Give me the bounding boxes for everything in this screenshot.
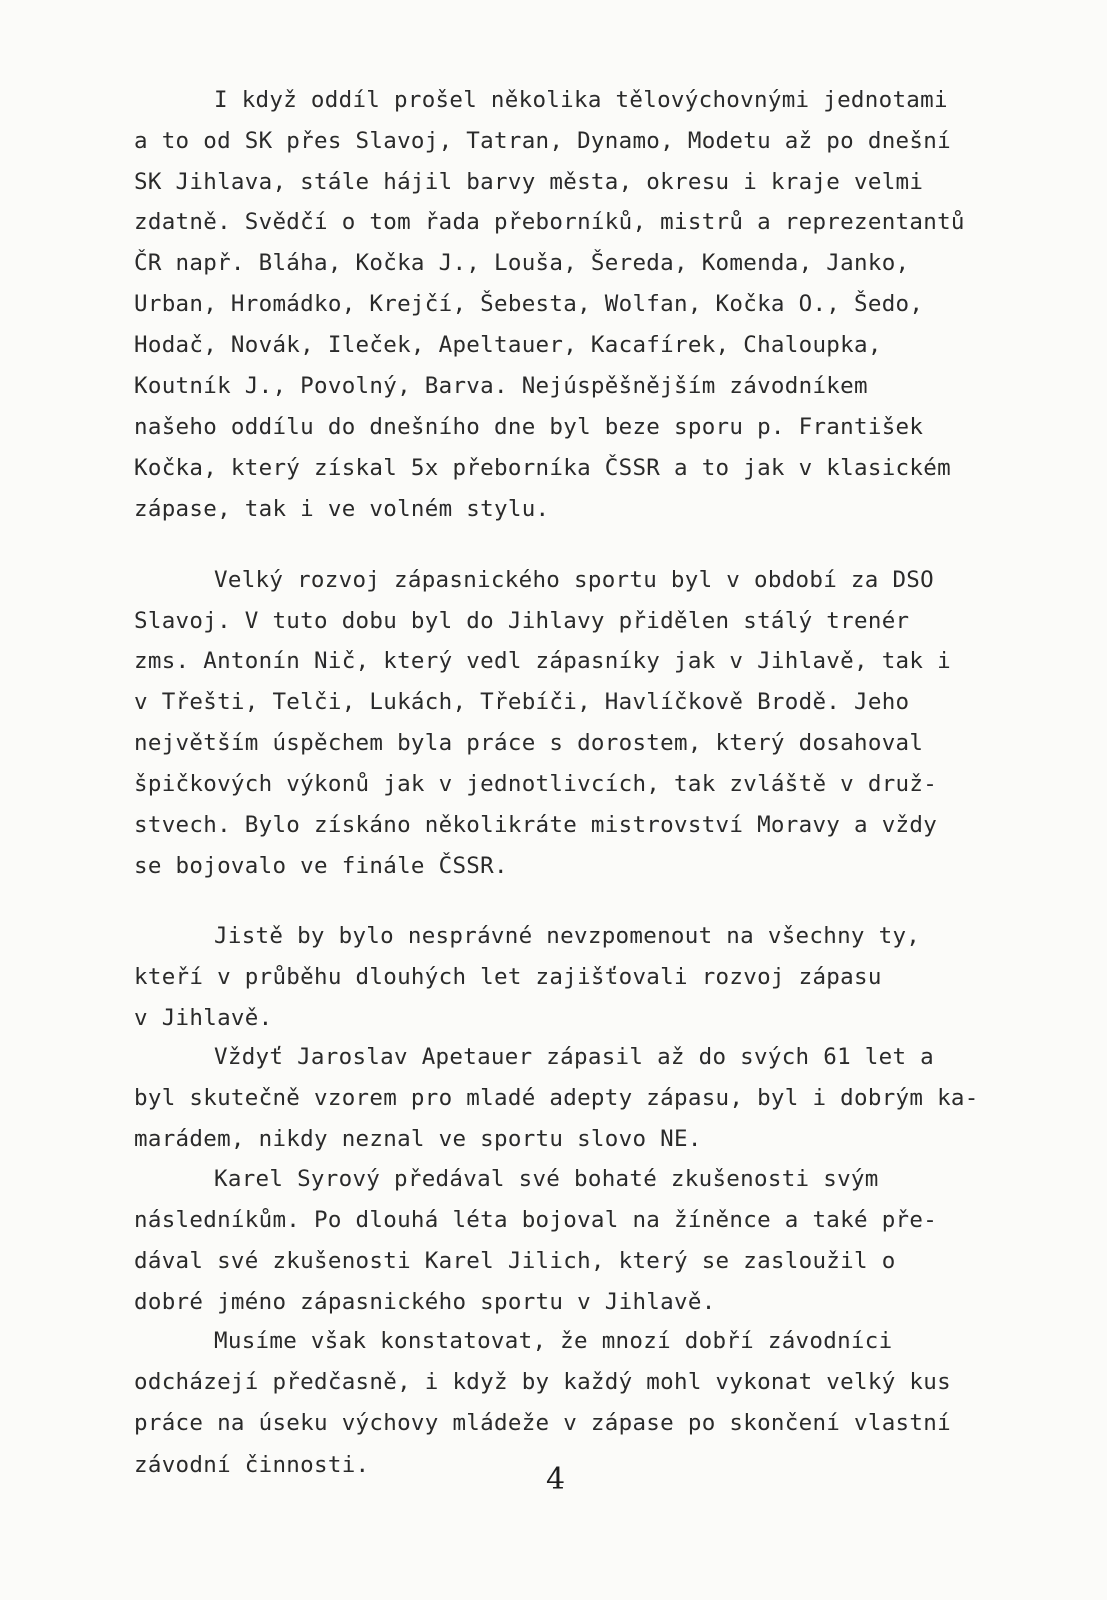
text-line: a to od SK přes Slavoj, Tatran, Dynamo, Modetu až po dnešní: [134, 128, 951, 154]
text-line: stvech. Bylo získáno několikráte mistrovství Moravy a vždy: [134, 812, 938, 838]
text-line: Kočka, který získal 5x přeborníka ČSSR a to jak v klasickém: [134, 455, 951, 481]
text-line: ČR např. Bláha, Kočka J., Louša, Šereda, Komenda, Janko,: [134, 250, 910, 276]
text-line: zms. Antonín Nič, který vedl zápasníky jak v Jihlavě, tak i: [134, 648, 951, 674]
text-line: Urban, Hromádko, Krejčí, Šebesta, Wolfan, Kočka O., Šedo,: [134, 291, 924, 317]
text-line: dával své zkušenosti Karel Jilich, který se zasloužil o: [134, 1248, 896, 1274]
text-line: zápase, tak i ve volném stylu.: [134, 496, 550, 522]
text-line: Hodač, Novák, Ileček, Apeltauer, Kacafírek, Chaloupka,: [134, 332, 882, 358]
text-line: největším úspěchem byla práce s dorostem, který dosahoval: [134, 730, 924, 756]
text-line: SK Jihlava, stále hájil barvy města, okresu i kraje velmi: [134, 169, 924, 195]
page-number: 4: [546, 1462, 566, 1497]
text-line: našeho oddílu do dnešního dne byl beze sporu p. František: [134, 414, 924, 440]
text-line: byl skutečně vzorem pro mladé adepty zápasu, byl i dobrým ka-: [134, 1085, 979, 1111]
text-line: špičkových výkonů jak v jednotlivcích, tak zvláště v druž-: [134, 771, 938, 797]
text-line: se bojovalo ve finále ČSSR.: [134, 853, 508, 879]
text-line: v Jihlavě.: [134, 1005, 273, 1031]
text-line: Vždyť Jaroslav Apetauer zápasil až do svých 61 let a: [214, 1044, 934, 1070]
text-line: Slavoj. V tuto dobu byl do Jihlavy přidělen stálý trenér: [134, 608, 910, 634]
text-line: odcházejí předčasně, i když by každý mohl vykonat velký kus: [134, 1369, 951, 1395]
text-line: Jistě by bylo nesprávné nevzpomenout na všechny ty,: [214, 923, 921, 949]
text-line: Karel Syrový předával své bohaté zkušenosti svým: [214, 1166, 879, 1192]
text-line: v Třešti, Telči, Lukách, Třebíči, Havlíčkově Brodě. Jeho: [134, 689, 910, 715]
text-line: práce na úseku výchovy mládeže v zápase po skončení vlastní: [134, 1410, 951, 1436]
text-line: I když oddíl prošel několika tělovýchovnými jednotami: [214, 87, 948, 113]
text-line: Musíme však konstatovat, že mnozí dobří závodníci: [214, 1328, 893, 1354]
text-line: marádem, nikdy neznal ve sportu slovo NE.: [134, 1126, 702, 1152]
text-line: kteří v průběhu dlouhých let zajišťovali rozvoj zápasu: [134, 964, 882, 990]
text-line: zdatně. Svědčí o tom řada přeborníků, mistrů a reprezentantů: [134, 209, 965, 235]
text-line: Velký rozvoj zápasnického sportu byl v období za DSO: [214, 567, 934, 593]
text-line: následníkům. Po dlouhá léta bojoval na žíněnce a také pře-: [134, 1207, 938, 1233]
text-line: dobré jméno zápasnického sportu v Jihlavě.: [134, 1289, 716, 1315]
text-line: závodní činnosti.: [134, 1452, 370, 1478]
text-line: Koutník J., Povolný, Barva. Nejúspěšnějším závodníkem: [134, 373, 868, 399]
